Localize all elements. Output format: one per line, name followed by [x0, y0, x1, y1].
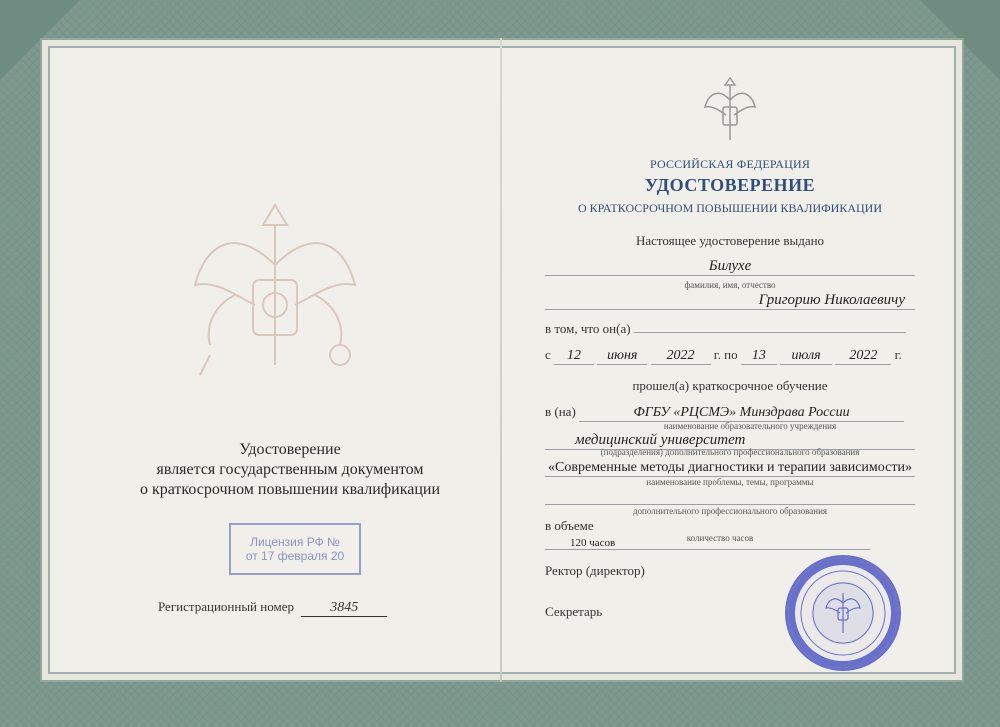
stamp-line-1: Лицензия РФ №	[250, 535, 340, 549]
institution-caption: наименование образовательного учреждения	[663, 421, 837, 431]
to-month: июля	[780, 348, 832, 365]
rector-label: Ректор (директор)	[545, 563, 645, 578]
registration-number	[158, 599, 387, 617]
program-caption: наименование проблемы, темы, программы	[646, 477, 814, 487]
additional-caption: дополнительного профессионального образования	[632, 506, 828, 516]
registration-label: Регистрационный номер	[158, 599, 294, 614]
program-continuation-line	[545, 490, 915, 505]
that-row	[545, 321, 915, 337]
training-text: прошел(а) краткосрочное обучение	[632, 378, 828, 393]
issued-to-text: Настоящее удостоверение выдано	[635, 233, 825, 248]
registration-value: 3845	[301, 600, 387, 617]
that-label: в том, что он(а)	[545, 321, 631, 336]
period-row	[545, 347, 915, 365]
hours-value: 120 часов	[545, 537, 870, 550]
federation-header: РОССИЙСКАЯ ФЕДЕРАЦИЯ	[649, 157, 811, 171]
license-stamp	[229, 523, 361, 575]
institution-row	[545, 404, 915, 422]
from-day: 12	[554, 348, 594, 365]
hours-caption: количество часов	[686, 533, 754, 543]
from-year: 2022	[651, 348, 711, 365]
document-subtitle: О КРАТКОСРОЧНОМ ПОВЫШЕНИИ КВАЛИФИКАЦИИ	[577, 201, 883, 215]
statement-line-3: о краткосрочном повышении квалификации	[139, 481, 441, 498]
from-month: июня	[597, 348, 647, 365]
document-title: УДОСТОВЕРЕНИЕ	[644, 175, 816, 195]
name-field	[545, 292, 915, 310]
official-seal	[785, 555, 901, 671]
institution-value: ФГБУ «РЦСМЭ» Минздрава России	[579, 405, 904, 422]
surname-value: Билухе	[708, 258, 752, 274]
name-value: Григорию Николаевичу	[758, 292, 905, 308]
seal-emblem-icon	[788, 558, 898, 668]
statement-line-2: является государственным документом	[156, 461, 424, 478]
left-page-statement	[100, 440, 480, 500]
coat-of-arms-emblem-watermark	[175, 185, 375, 385]
in-label: в (на)	[545, 404, 576, 419]
division-caption: (подразделения) дополнительного профессионального образования	[600, 447, 860, 457]
volume-label: в объеме	[545, 518, 594, 533]
from-label: с	[545, 347, 551, 362]
surname-field	[545, 258, 915, 276]
program-value: «Современные методы диагностики и терапии зависимости»	[548, 460, 912, 475]
program-field	[545, 460, 915, 477]
from-year-suffix: г.	[713, 347, 721, 362]
to-year-suffix: г.	[894, 347, 902, 362]
statement-line-1: Удостоверение	[239, 441, 341, 458]
to-label: по	[724, 347, 738, 362]
fio-caption: фамилия, имя, отчество	[684, 280, 776, 290]
division-value: медицинский университет	[575, 432, 746, 448]
center-fold	[500, 38, 502, 682]
stamp-line-2: от 17 февраля 20	[245, 549, 345, 563]
to-year: 2022	[835, 348, 891, 365]
coat-of-arms-emblem	[700, 75, 760, 145]
to-day: 13	[741, 348, 777, 365]
secretary-label: Секретарь	[545, 604, 603, 619]
that-fill	[634, 332, 906, 333]
